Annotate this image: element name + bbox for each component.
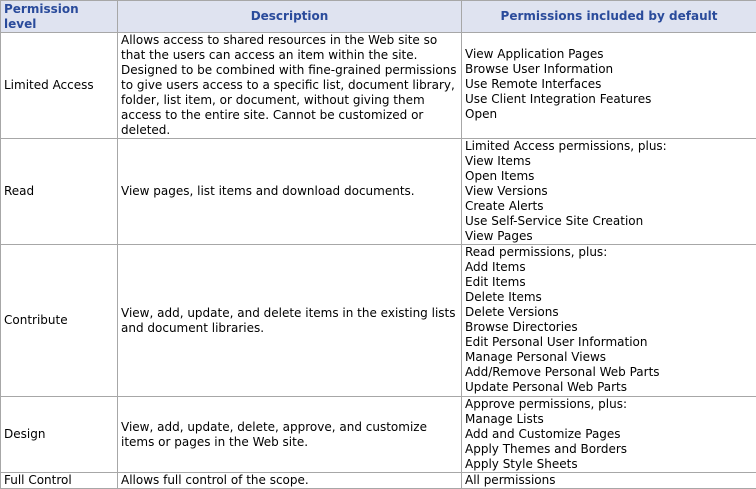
permission-item: Apply Style Sheets bbox=[465, 457, 753, 472]
permission-item: Browse Directories bbox=[465, 320, 753, 335]
permission-item: Delete Items bbox=[465, 290, 753, 305]
permission-item: Read permissions, plus: bbox=[465, 245, 753, 260]
permission-item: Add Items bbox=[465, 260, 753, 275]
permissions-cell bbox=[462, 245, 756, 397]
permission-item: All permissions bbox=[465, 473, 753, 488]
description-cell bbox=[118, 473, 462, 489]
permission-item: View Pages bbox=[465, 229, 753, 244]
header-description: Description bbox=[118, 1, 462, 33]
permission-item: Delete Versions bbox=[465, 305, 753, 320]
level-cell: Full Control bbox=[1, 473, 118, 489]
permission-item: Use Remote Interfaces bbox=[465, 77, 753, 92]
description-cell bbox=[118, 245, 462, 397]
permission-item: Edit Personal User Information bbox=[465, 335, 753, 350]
permission-item: Approve permissions, plus: bbox=[465, 397, 753, 412]
table-row-limited-access bbox=[1, 33, 756, 139]
permission-item: Update Personal Web Parts bbox=[465, 380, 753, 395]
permission-item: Create Alerts bbox=[465, 199, 753, 214]
permissions-cell bbox=[462, 473, 756, 489]
table-header-row bbox=[1, 1, 756, 33]
table-row-design bbox=[1, 397, 756, 473]
header-permissions-included: Permissions included by default bbox=[462, 1, 756, 33]
permission-item: Add and Customize Pages bbox=[465, 427, 753, 442]
permission-item: Limited Access permissions, plus: bbox=[465, 139, 753, 154]
table-row-contribute bbox=[1, 245, 756, 397]
level-cell: Design bbox=[1, 397, 118, 473]
permission-item: View Application Pages bbox=[465, 47, 753, 62]
permission-item: Manage Lists bbox=[465, 412, 753, 427]
level-cell: Contribute bbox=[1, 245, 118, 397]
permission-item: Open Items bbox=[465, 169, 753, 184]
permissions-cell bbox=[462, 139, 756, 245]
level-cell: Limited Access bbox=[1, 33, 118, 139]
description-cell bbox=[118, 33, 462, 139]
description-text: Allows full control of the scope. bbox=[121, 473, 458, 488]
permission-item: View Items bbox=[465, 154, 753, 169]
description-text: View, add, update, delete, approve, and customize items or pages in the Web site. bbox=[121, 420, 458, 450]
description-text: View pages, list items and download documents. bbox=[121, 184, 458, 199]
level-cell: Read bbox=[1, 139, 118, 245]
description-cell bbox=[118, 397, 462, 473]
permission-item: Edit Items bbox=[465, 275, 753, 290]
description-text: View, add, update, and delete items in the existing lists and document libraries. bbox=[121, 306, 458, 336]
permission-item: Manage Personal Views bbox=[465, 350, 753, 365]
permissions-cell bbox=[462, 397, 756, 473]
permission-item: Open bbox=[465, 107, 753, 122]
permission-item: View Versions bbox=[465, 184, 753, 199]
description-text: Allows access to shared resources in the Web site so that the users can access an item within the site. Designed to be combined with fine-grained permissions to give users access to a specific list, document library, folder, list item, or document, without giving them access to the entire site. Cannot be customized or deleted. bbox=[121, 33, 458, 138]
table-row-read bbox=[1, 139, 756, 245]
header-permission-level: Permission level bbox=[1, 1, 118, 33]
permissions-cell bbox=[462, 33, 756, 139]
permission-item: Use Client Integration Features bbox=[465, 92, 753, 107]
permission-item: Add/Remove Personal Web Parts bbox=[465, 365, 753, 380]
permission-item: Apply Themes and Borders bbox=[465, 442, 753, 457]
permission-item: Use Self-Service Site Creation bbox=[465, 214, 753, 229]
permission-item: Browse User Information bbox=[465, 62, 753, 77]
table-row-full-control bbox=[1, 473, 756, 489]
description-cell bbox=[118, 139, 462, 245]
